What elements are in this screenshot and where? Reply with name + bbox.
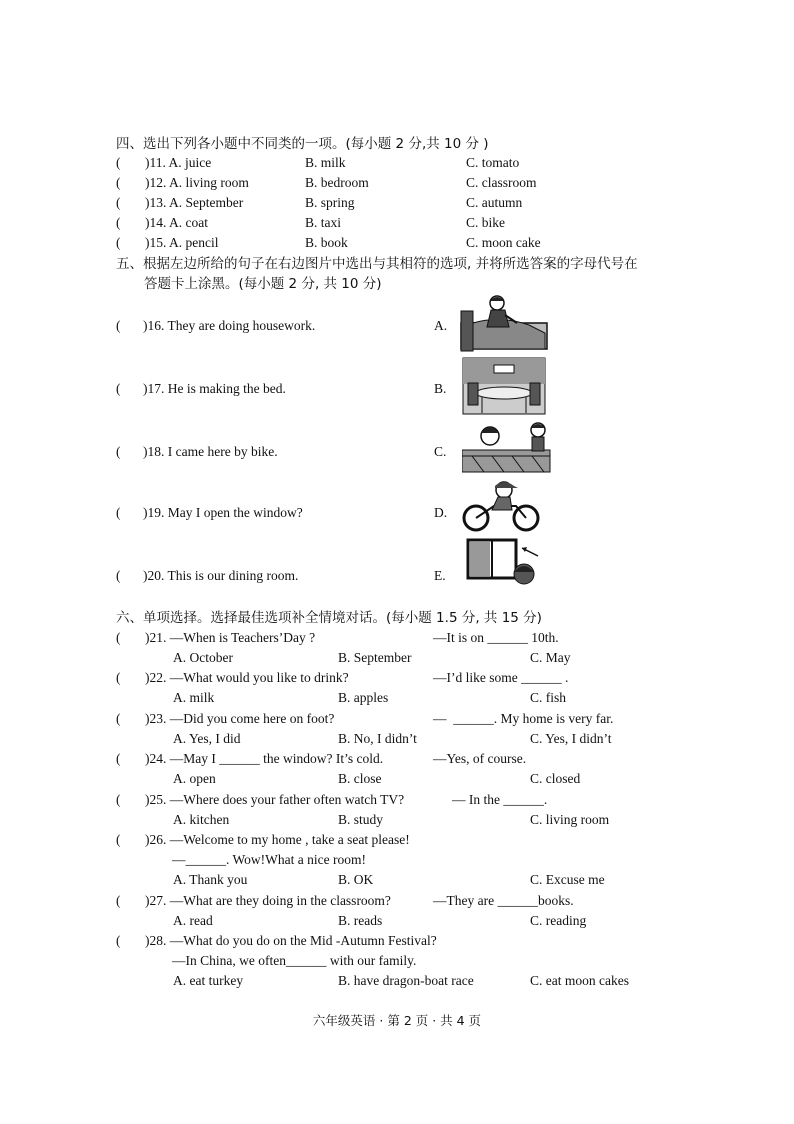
option-a: A. Thank you bbox=[173, 872, 248, 887]
question-text: )14. A. coat bbox=[145, 215, 208, 230]
question-text: )19. May I open the window? bbox=[143, 505, 303, 520]
page-footer: 六年级英语 · 第 2 页 · 共 4 页 bbox=[312, 1013, 482, 1028]
option-a: A. read bbox=[173, 913, 213, 928]
option-letter: B. bbox=[434, 381, 447, 396]
picture-housework bbox=[462, 420, 552, 474]
response-text: —It is on ______ 10th. bbox=[433, 630, 559, 645]
section-5-title: 五、根据左边所给的句子在右边图片中选出与其相符的选项, 并将所选答案的字母代号在 bbox=[116, 256, 638, 272]
answer-paren: ( bbox=[116, 832, 121, 847]
question-text: )13. A. September bbox=[145, 195, 244, 210]
option-letter: D. bbox=[434, 505, 448, 520]
section-5-title-cont: 答题卡上涂黑。(每小题 2 分, 共 10 分) bbox=[144, 276, 382, 292]
option-b: B. September bbox=[338, 650, 412, 665]
question-text: )11. A. juice bbox=[145, 155, 212, 170]
answer-paren: ( bbox=[116, 195, 121, 210]
option-b: B. spring bbox=[305, 195, 355, 210]
option-c: C. bike bbox=[466, 215, 505, 230]
response-text: —They are ______books. bbox=[433, 893, 574, 908]
option-a: A. eat turkey bbox=[173, 973, 244, 988]
option-b: B. milk bbox=[305, 155, 346, 170]
option-a: A. October bbox=[173, 650, 233, 665]
question-text: )24. —May I ______ the window? It’s cold. bbox=[145, 751, 384, 766]
option-b: B. close bbox=[338, 771, 382, 786]
answer-paren: ( bbox=[116, 235, 121, 250]
answer-paren: ( bbox=[116, 155, 121, 170]
question-text: )16. They are doing housework. bbox=[143, 318, 316, 333]
option-c: C. Yes, I didn’t bbox=[530, 731, 612, 746]
option-c: C. classroom bbox=[466, 175, 537, 190]
option-b: B. OK bbox=[338, 872, 374, 887]
answer-paren: ( bbox=[116, 318, 121, 333]
answer-paren: ( bbox=[116, 933, 121, 948]
picture-making-bed bbox=[459, 293, 549, 353]
response-text: —I’d like some ______ . bbox=[433, 670, 569, 685]
option-c: C. living room bbox=[530, 812, 610, 827]
section-6-title: 六、单项选择。选择最佳选项补全情境对话。(每小题 1.5 分, 共 15 分) bbox=[116, 610, 542, 626]
picture-dining-room bbox=[462, 357, 546, 415]
option-letter: E. bbox=[434, 568, 446, 583]
question-text: )27. —What are they doing in the classroom? bbox=[145, 893, 391, 908]
question-text: )15. A. pencil bbox=[145, 235, 219, 250]
question-text: )12. A. living room bbox=[145, 175, 249, 190]
question-text: )20. This is our dining room. bbox=[143, 568, 299, 583]
option-letter: C. bbox=[434, 444, 447, 459]
option-a: A. Yes, I did bbox=[173, 731, 241, 746]
option-c: C. autumn bbox=[466, 195, 523, 210]
answer-paren: ( bbox=[116, 630, 121, 645]
response-text: —______. Wow!What a nice room! bbox=[172, 852, 366, 867]
option-b: B. taxi bbox=[305, 215, 341, 230]
option-b: B. apples bbox=[338, 690, 389, 705]
question-text: )21. —When is Teachers’Day ? bbox=[145, 630, 316, 645]
option-b: B. reads bbox=[338, 913, 383, 928]
option-c: C. moon cake bbox=[466, 235, 541, 250]
question-text: )18. I came here by bike. bbox=[143, 444, 278, 459]
answer-paren: ( bbox=[116, 711, 121, 726]
answer-paren: ( bbox=[116, 792, 121, 807]
option-c: C. Excuse me bbox=[530, 872, 605, 887]
answer-paren: ( bbox=[116, 444, 121, 459]
question-text: )23. —Did you come here on foot? bbox=[145, 711, 335, 726]
answer-paren: ( bbox=[116, 568, 121, 583]
option-b: B. book bbox=[305, 235, 348, 250]
option-b: B. bedroom bbox=[305, 175, 369, 190]
answer-paren: ( bbox=[116, 215, 121, 230]
option-letter: A. bbox=[434, 318, 448, 333]
picture-window bbox=[464, 538, 548, 592]
option-c: C. closed bbox=[530, 771, 581, 786]
option-b: B. study bbox=[338, 812, 384, 827]
answer-paren: ( bbox=[116, 893, 121, 908]
question-text: )26. —Welcome to my home , take a seat please! bbox=[145, 832, 410, 847]
response-text: — ______. My home is very far. bbox=[433, 711, 614, 726]
option-c: C. tomato bbox=[466, 155, 520, 170]
option-a: A. open bbox=[173, 771, 216, 786]
question-text: )28. —What do you do on the Mid -Autumn Festival? bbox=[145, 933, 437, 948]
option-a: A. milk bbox=[173, 690, 215, 705]
question-text: )22. —What would you like to drink? bbox=[145, 670, 349, 685]
answer-paren: ( bbox=[116, 751, 121, 766]
option-b: B. No, I didn’t bbox=[338, 731, 417, 746]
response-text: —Yes, of course. bbox=[433, 751, 527, 766]
response-text: —In China, we often______ with our family. bbox=[172, 953, 417, 968]
answer-paren: ( bbox=[116, 175, 121, 190]
option-b: B. have dragon-boat race bbox=[338, 973, 474, 988]
answer-paren: ( bbox=[116, 670, 121, 685]
option-c: C. reading bbox=[530, 913, 587, 928]
option-c: C. eat moon cakes bbox=[530, 973, 629, 988]
section-4-title: 四、选出下列各小题中不同类的一项。(每小题 2 分,共 10 分 ) bbox=[116, 136, 489, 152]
picture-bike bbox=[460, 480, 544, 532]
response-text: — In the ______. bbox=[452, 792, 548, 807]
answer-paren: ( bbox=[116, 505, 121, 520]
answer-paren: ( bbox=[116, 381, 121, 396]
question-text: )17. He is making the bed. bbox=[143, 381, 286, 396]
question-text: )25. —Where does your father often watch TV? bbox=[145, 792, 405, 807]
option-c: C. May bbox=[530, 650, 571, 665]
option-a: A. kitchen bbox=[173, 812, 230, 827]
option-c: C. fish bbox=[530, 690, 567, 705]
